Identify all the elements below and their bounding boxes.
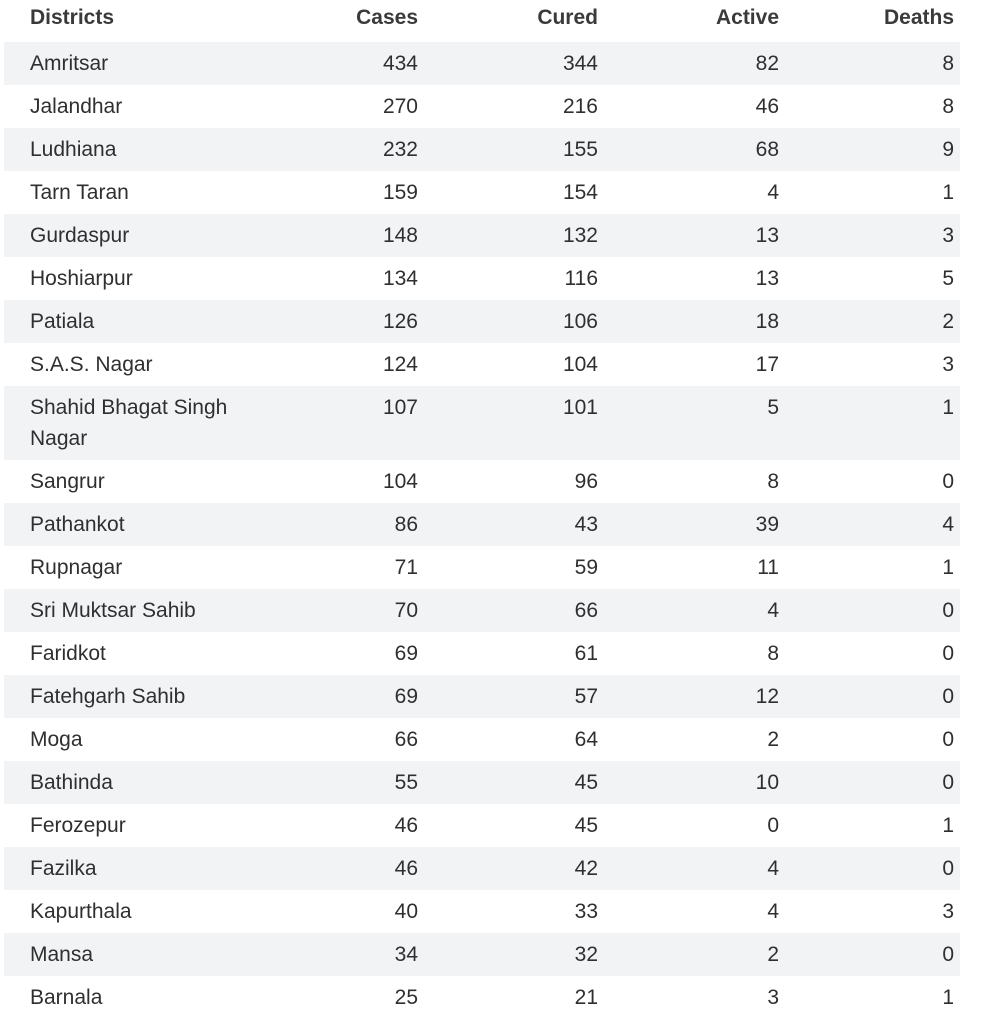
cell-cured: 216	[562, 95, 598, 118]
cell-cases: 134	[382, 267, 418, 290]
table-row	[4, 503, 960, 546]
cell-cases: 40	[394, 900, 418, 923]
cell-active: 5	[598, 386, 779, 460]
cell-district: Jalandhar	[30, 95, 123, 118]
table-body	[4, 42, 960, 1019]
cell-active: 3	[767, 986, 779, 1009]
cell-active: 12	[598, 675, 779, 718]
cell-cured: 155	[418, 128, 598, 171]
cell-cured: 32	[418, 933, 598, 976]
table-row	[4, 675, 960, 718]
cell-cases: 434	[238, 42, 418, 85]
cell-deaths: 3	[779, 214, 960, 257]
cell-cured: 33	[574, 900, 598, 923]
cell-deaths: 3	[942, 900, 954, 923]
cell-cases: 126	[238, 300, 418, 343]
cell-cured: 154	[562, 181, 598, 204]
cell-cases: 66	[394, 728, 418, 751]
cell-deaths: 0	[779, 761, 960, 804]
cell-district: Shahid Bhagat Singh Nagar	[4, 386, 238, 460]
cell-district: Faridkot	[30, 642, 106, 665]
cell-cases: 46	[238, 847, 418, 890]
cell-district: Ferozepur	[30, 814, 126, 837]
table-row	[4, 976, 960, 1019]
cell-district: Fazilka	[4, 847, 238, 890]
cell-cases: 86	[238, 503, 418, 546]
cell-deaths: 9	[779, 128, 960, 171]
header-deaths: Deaths	[883, 6, 954, 29]
cell-cases: 232	[238, 128, 418, 171]
table-row	[4, 386, 960, 460]
cell-cured: 101	[418, 386, 598, 460]
header-row	[4, 0, 960, 42]
cell-district: Rupnagar	[30, 556, 123, 579]
cell-active: 11	[757, 556, 779, 579]
cell-active: 39	[598, 503, 779, 546]
cell-cases: 25	[394, 986, 418, 1009]
table-row	[4, 171, 960, 214]
cell-district: Kapurthala	[30, 900, 132, 923]
cell-active: 2	[767, 728, 779, 751]
cell-deaths: 1	[942, 556, 954, 579]
cell-active: 4	[598, 847, 779, 890]
header-districts: Districts	[30, 6, 115, 29]
cell-deaths: 0	[942, 642, 954, 665]
cell-active: 4	[767, 900, 779, 923]
cell-deaths: 5	[942, 267, 954, 290]
cell-active: 13	[755, 267, 779, 290]
cell-active: 2	[598, 933, 779, 976]
cell-active: 13	[598, 214, 779, 257]
cell-deaths: 3	[942, 353, 954, 376]
cell-district: Patiala	[4, 300, 238, 343]
cell-cured: 106	[418, 300, 598, 343]
cell-deaths: 0	[779, 847, 960, 890]
cell-cured: 42	[418, 847, 598, 890]
cell-district: Pathankot	[4, 503, 238, 546]
district-table-container	[4, 0, 960, 1019]
cell-cases: 69	[394, 642, 418, 665]
table-header	[4, 0, 960, 42]
cell-district: Mansa	[4, 933, 238, 976]
cell-cases: 55	[238, 761, 418, 804]
cell-cured: 57	[418, 675, 598, 718]
cell-deaths: 8	[942, 95, 954, 118]
table-row	[4, 460, 960, 503]
cell-district: Sri Muktsar Sahib	[4, 589, 238, 632]
cell-cases: 270	[382, 95, 418, 118]
table-row	[4, 804, 960, 847]
cell-deaths: 0	[779, 933, 960, 976]
cell-active: 46	[755, 95, 779, 118]
cell-cases: 71	[394, 556, 418, 579]
cell-cured: 43	[418, 503, 598, 546]
table-row	[4, 128, 960, 171]
cell-deaths: 4	[779, 503, 960, 546]
cell-deaths: 0	[942, 470, 954, 493]
cell-deaths: 1	[942, 181, 954, 204]
table-row	[4, 546, 960, 589]
cell-deaths: 2	[779, 300, 960, 343]
cell-cases: 124	[382, 353, 418, 376]
cell-cured: 132	[418, 214, 598, 257]
cell-cured: 45	[574, 814, 598, 837]
header-cured: Cured	[537, 6, 598, 29]
cell-district: Fatehgarh Sahib	[4, 675, 238, 718]
cell-active: 18	[598, 300, 779, 343]
cell-cured: 66	[418, 589, 598, 632]
cell-district: Tarn Taran	[30, 181, 129, 204]
header-active: Active	[715, 6, 779, 29]
table-row	[4, 42, 960, 85]
cell-cured: 64	[574, 728, 598, 751]
cell-cases: 69	[238, 675, 418, 718]
cell-deaths: 1	[779, 386, 960, 460]
table-row	[4, 761, 960, 804]
cell-active: 4	[767, 181, 779, 204]
table-row	[4, 718, 960, 761]
cell-district: Bathinda	[4, 761, 238, 804]
cell-cases: 70	[238, 589, 418, 632]
cell-deaths: 1	[942, 814, 954, 837]
table-row	[4, 343, 960, 386]
cell-active: 8	[767, 470, 779, 493]
header-cases: Cases	[356, 6, 418, 29]
cell-active: 0	[767, 814, 779, 837]
table-row	[4, 589, 960, 632]
cell-active: 8	[767, 642, 779, 665]
cell-district: Gurdaspur	[4, 214, 238, 257]
cell-district: Barnala	[30, 986, 103, 1009]
district-cases-table	[4, 0, 960, 1019]
cell-cases: 107	[238, 386, 418, 460]
cell-cured: 344	[418, 42, 598, 85]
cell-active: 68	[598, 128, 779, 171]
cell-cases: 104	[382, 470, 418, 493]
table-row	[4, 257, 960, 300]
table-row	[4, 300, 960, 343]
table-row	[4, 933, 960, 976]
cell-cured: 45	[418, 761, 598, 804]
cell-cured: 96	[574, 470, 598, 493]
cell-deaths: 8	[779, 42, 960, 85]
table-row	[4, 890, 960, 933]
cell-active: 82	[598, 42, 779, 85]
cell-cured: 104	[562, 353, 598, 376]
cell-cured: 116	[564, 267, 598, 290]
cell-active: 10	[598, 761, 779, 804]
cell-deaths: 0	[942, 728, 954, 751]
table-row	[4, 847, 960, 890]
cell-deaths: 0	[779, 675, 960, 718]
cell-district: Moga	[30, 728, 83, 751]
cell-cases: 34	[238, 933, 418, 976]
table-row	[4, 85, 960, 128]
cell-deaths: 1	[942, 986, 954, 1009]
cell-district: S.A.S. Nagar	[30, 353, 153, 376]
cell-cases: 159	[382, 181, 418, 204]
cell-cured: 61	[574, 642, 598, 665]
table-row	[4, 632, 960, 675]
cell-active: 4	[598, 589, 779, 632]
cell-cured: 59	[574, 556, 598, 579]
cell-district: Ludhiana	[4, 128, 238, 171]
cell-active: 17	[755, 353, 779, 376]
cell-cured: 21	[574, 986, 598, 1009]
cell-district: Amritsar	[4, 42, 238, 85]
table-row	[4, 214, 960, 257]
cell-district: Sangrur	[30, 470, 105, 493]
cell-cases: 46	[394, 814, 418, 837]
cell-deaths: 0	[779, 589, 960, 632]
cell-district: Hoshiarpur	[30, 267, 133, 290]
cell-cases: 148	[238, 214, 418, 257]
